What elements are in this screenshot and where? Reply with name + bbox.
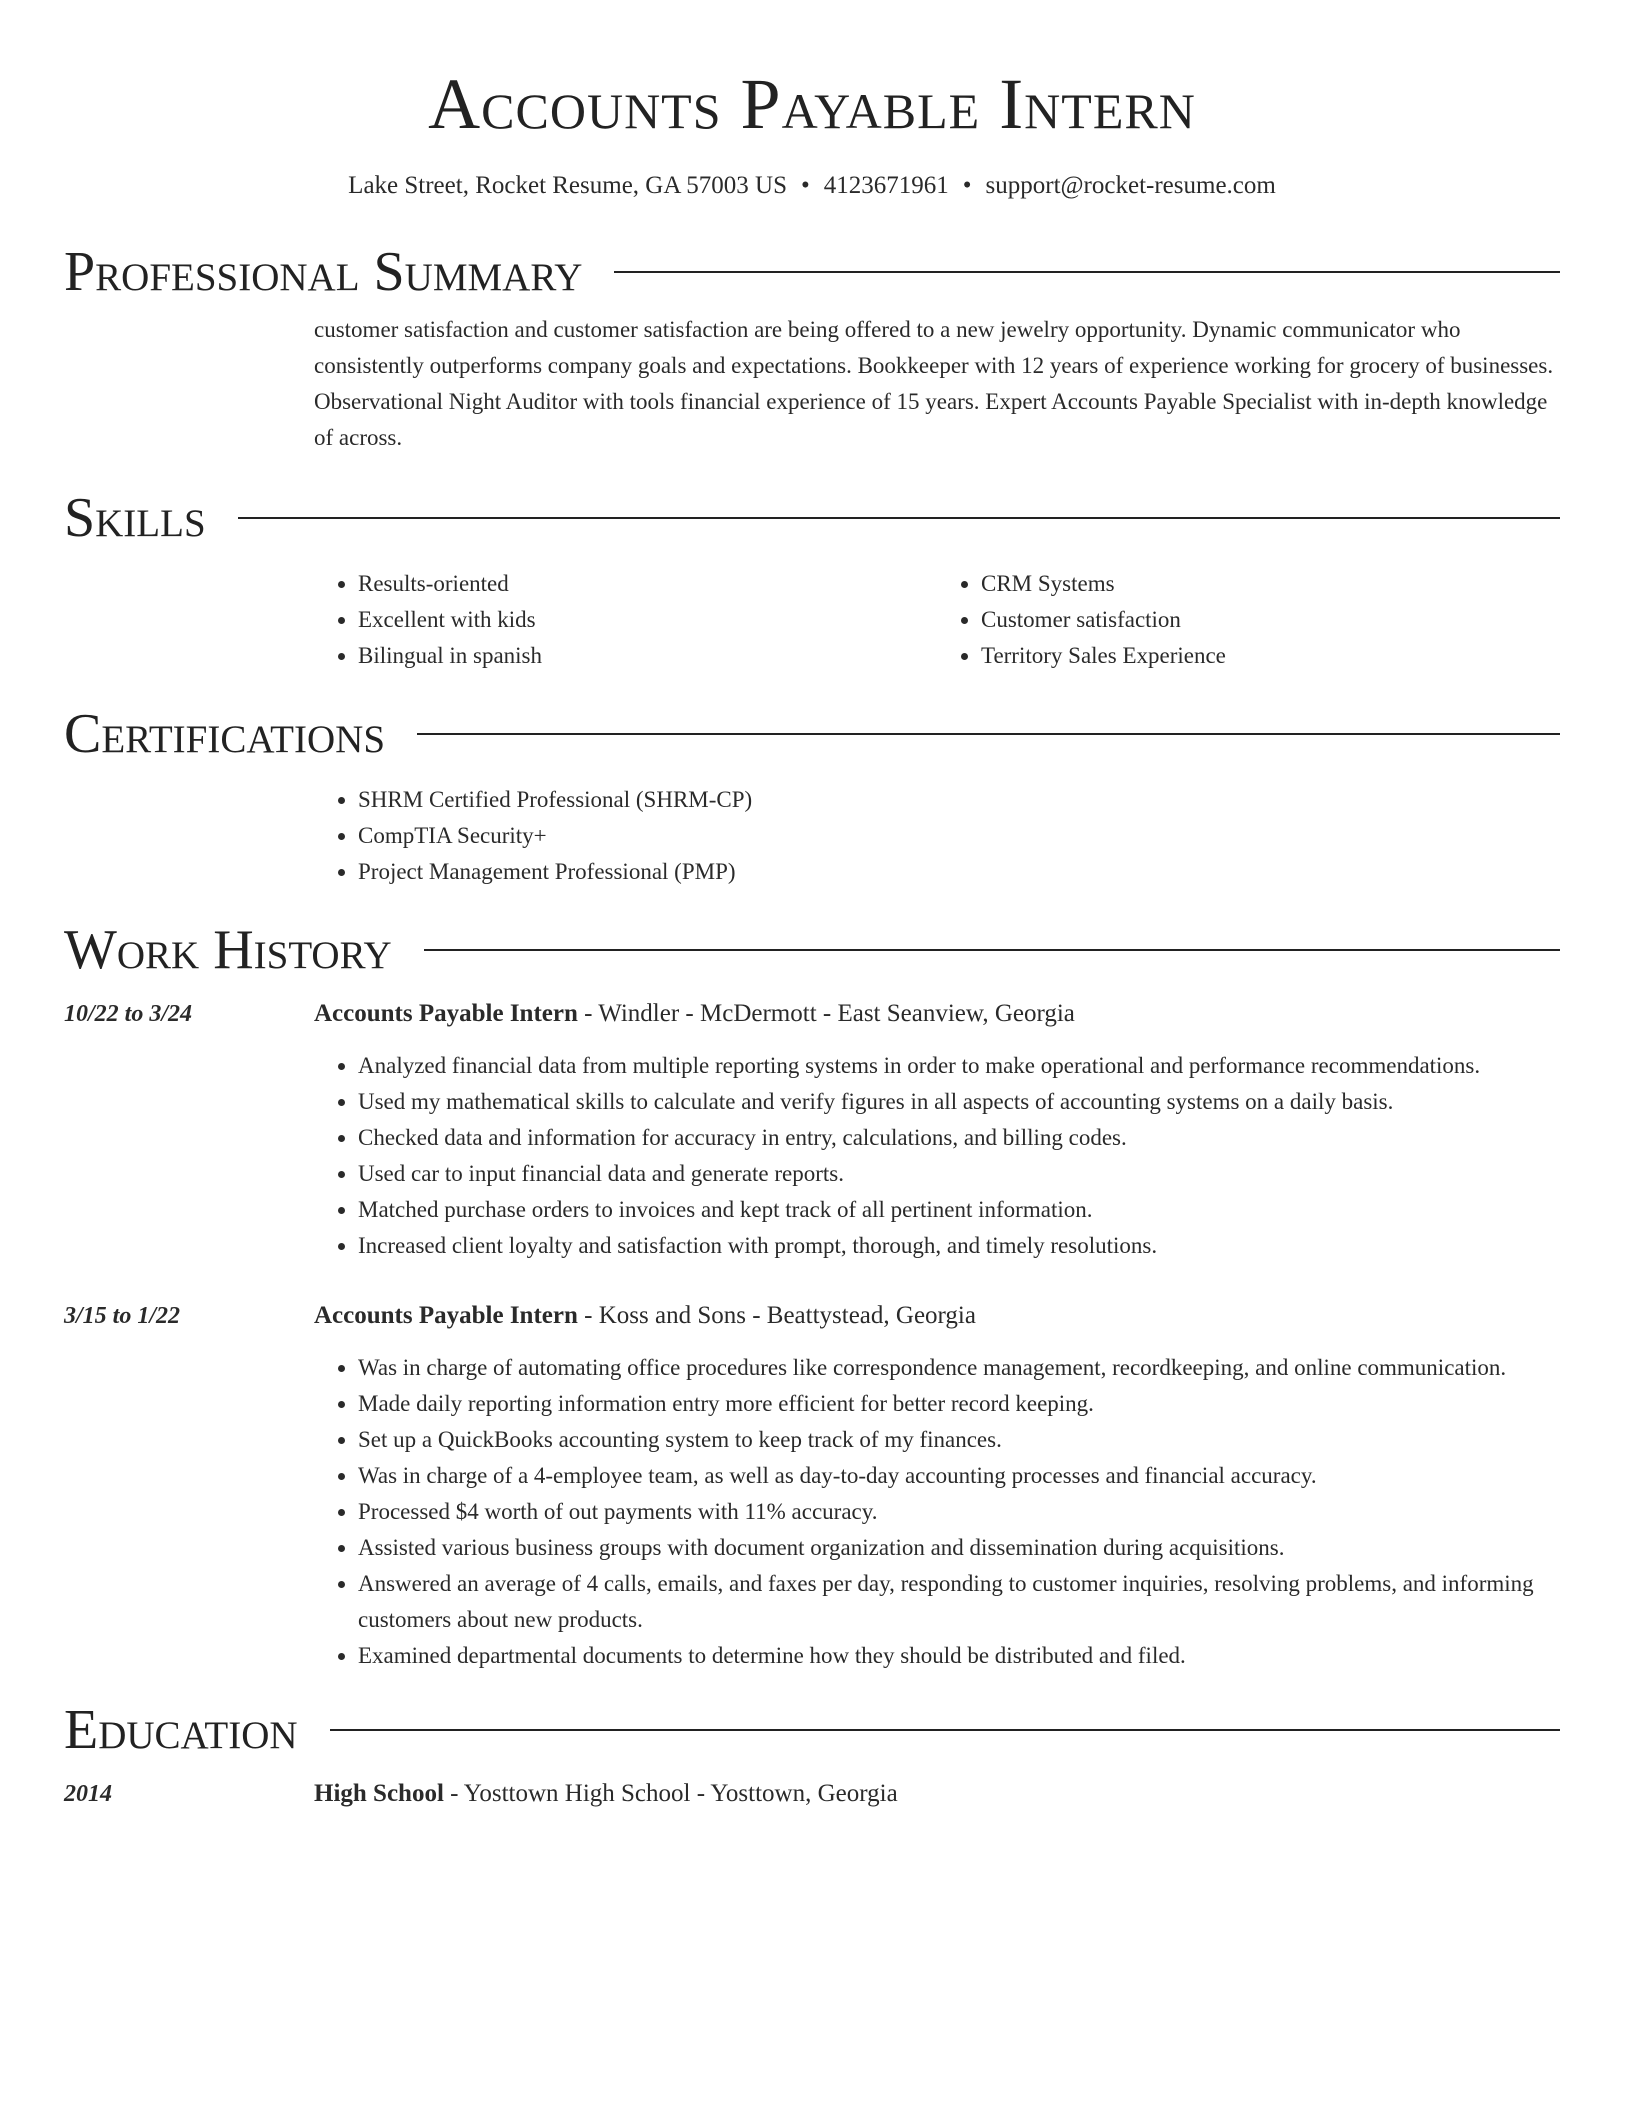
- summary-heading: Professional Summary: [64, 241, 583, 303]
- job-bullets-block: [314, 1048, 1560, 1264]
- skills-heading: Skills: [64, 487, 206, 549]
- skill-item: • CRM Systems: [981, 566, 1560, 602]
- job-bullet: • Answered an average of 4 calls, emails, and faxes per day, responding to customer inquiries, resolving problems, and informing customers about new products.: [358, 1566, 1560, 1638]
- contact-separator: •: [962, 172, 972, 199]
- job-bullet: • Set up a QuickBooks accounting system to keep track of my finances.: [358, 1422, 1560, 1458]
- job-dates: 10/22 to 3/24: [64, 1001, 193, 1027]
- section-divider: [238, 517, 1560, 519]
- job-bullet: • Checked data and information for accuracy in entry, calculations, and billing codes.: [358, 1120, 1560, 1156]
- job-bullet: • Made daily reporting information entry more efficient for better record keeping.: [358, 1386, 1560, 1422]
- skills-grid: [314, 566, 1560, 674]
- skill-item: • Territory Sales Experience: [981, 638, 1560, 674]
- candidate-name: Accounts Payable Intern: [428, 64, 1196, 144]
- contact-phone: 4123671961: [823, 172, 949, 199]
- job-bullets-block: [314, 1350, 1560, 1674]
- job-title-line: [314, 996, 1075, 1032]
- certifications-heading: Certifications: [64, 703, 386, 765]
- job-company: - Windler - McDermott - East Seanview, Georgia: [577, 1000, 1075, 1027]
- job-title: Accounts Payable Intern: [314, 1302, 578, 1329]
- job-bullet: • Was in charge of automating office procedures like correspondence management, recordkeeping, and online communication.: [358, 1350, 1560, 1386]
- job-bullet: • Increased client loyalty and satisfaction with prompt, thorough, and timely resolutions.: [358, 1228, 1560, 1264]
- education-school: - Yosttown High School - Yosttown, Georgia: [443, 1780, 898, 1807]
- job-bullet: • Used my mathematical skills to calculate and verify figures in all aspects of accounting systems on a daily basis.: [358, 1084, 1560, 1120]
- summary-text: customer satisfaction and customer satisfaction are being offered to a new jewelry opportunity. Dynamic communicator who consistently outperforms company goals and expectations. Bookkeeper with 12 years of experience working for grocery of businesses. Observational Night Auditor with tools financial experience of 15 years. Expert Accounts Payable Specialist with in-depth knowledge of across.: [314, 317, 1554, 450]
- resume-page: [64, 0, 1560, 1812]
- education-degree: High School: [314, 1780, 444, 1807]
- contact-address: Lake Street, Rocket Resume, GA 57003 US: [348, 172, 787, 199]
- contact-email: support@rocket-resume.com: [985, 172, 1276, 199]
- education-heading: Education: [64, 1699, 298, 1761]
- education-entry: [64, 1776, 1560, 1812]
- certifications-block: [314, 782, 1560, 890]
- certification-item: • Project Management Professional (PMP): [358, 854, 1560, 890]
- job-bullets: [314, 1048, 1560, 1264]
- certification-item: • SHRM Certified Professional (SHRM-CP): [358, 782, 1560, 818]
- certifications-list: [314, 782, 1560, 890]
- work-section-header: [64, 918, 1560, 982]
- job-entry: [64, 996, 1560, 1032]
- job-title-line: [314, 1298, 976, 1334]
- job-bullet: • Assisted various business groups with document organization and dissemination during acquisitions.: [358, 1530, 1560, 1566]
- section-divider: [330, 1729, 1560, 1731]
- job-bullet: • Examined departmental documents to determine how they should be distributed and filed.: [358, 1638, 1560, 1674]
- job-company: - Koss and Sons - Beattystead, Georgia: [577, 1302, 976, 1329]
- work-heading: Work History: [64, 919, 392, 981]
- summary-section-header: [64, 240, 1560, 304]
- skill-item: • Excellent with kids: [358, 602, 937, 638]
- education-section-header: [64, 1698, 1560, 1762]
- certifications-section-header: [64, 702, 1560, 766]
- contact-line: [64, 170, 1560, 202]
- certification-item: • CompTIA Security+: [358, 818, 1560, 854]
- job-dates: 3/15 to 1/22: [64, 1303, 181, 1329]
- contact-separator: •: [801, 172, 810, 199]
- skill-item: • Customer satisfaction: [981, 602, 1560, 638]
- job-entry: [64, 1298, 1560, 1334]
- job-title: Accounts Payable Intern: [314, 1000, 578, 1027]
- skills-list-right: [937, 566, 1560, 674]
- skills-list-left: [314, 566, 937, 674]
- job-bullet: • Matched purchase orders to invoices and kept track of all pertinent information.: [358, 1192, 1560, 1228]
- job-bullets: [314, 1350, 1560, 1674]
- section-divider: [614, 271, 1560, 273]
- education-line: [314, 1776, 898, 1812]
- skill-item: • Bilingual in spanish: [358, 638, 937, 674]
- section-divider: [417, 733, 1560, 735]
- skills-section-header: [64, 486, 1560, 550]
- education-year: 2014: [64, 1781, 112, 1807]
- job-bullet: • Was in charge of a 4-employee team, as well as day-to-day accounting processes and financial accuracy.: [358, 1458, 1560, 1494]
- section-divider: [424, 949, 1560, 951]
- skill-item: • Results-oriented: [358, 566, 937, 602]
- job-bullet: • Processed $4 worth of out payments with 11% accuracy.: [358, 1494, 1560, 1530]
- job-bullet: • Analyzed financial data from multiple reporting systems in order to make operational and performance recommendations.: [358, 1048, 1560, 1084]
- job-bullet: • Used car to input financial data and generate reports.: [358, 1156, 1560, 1192]
